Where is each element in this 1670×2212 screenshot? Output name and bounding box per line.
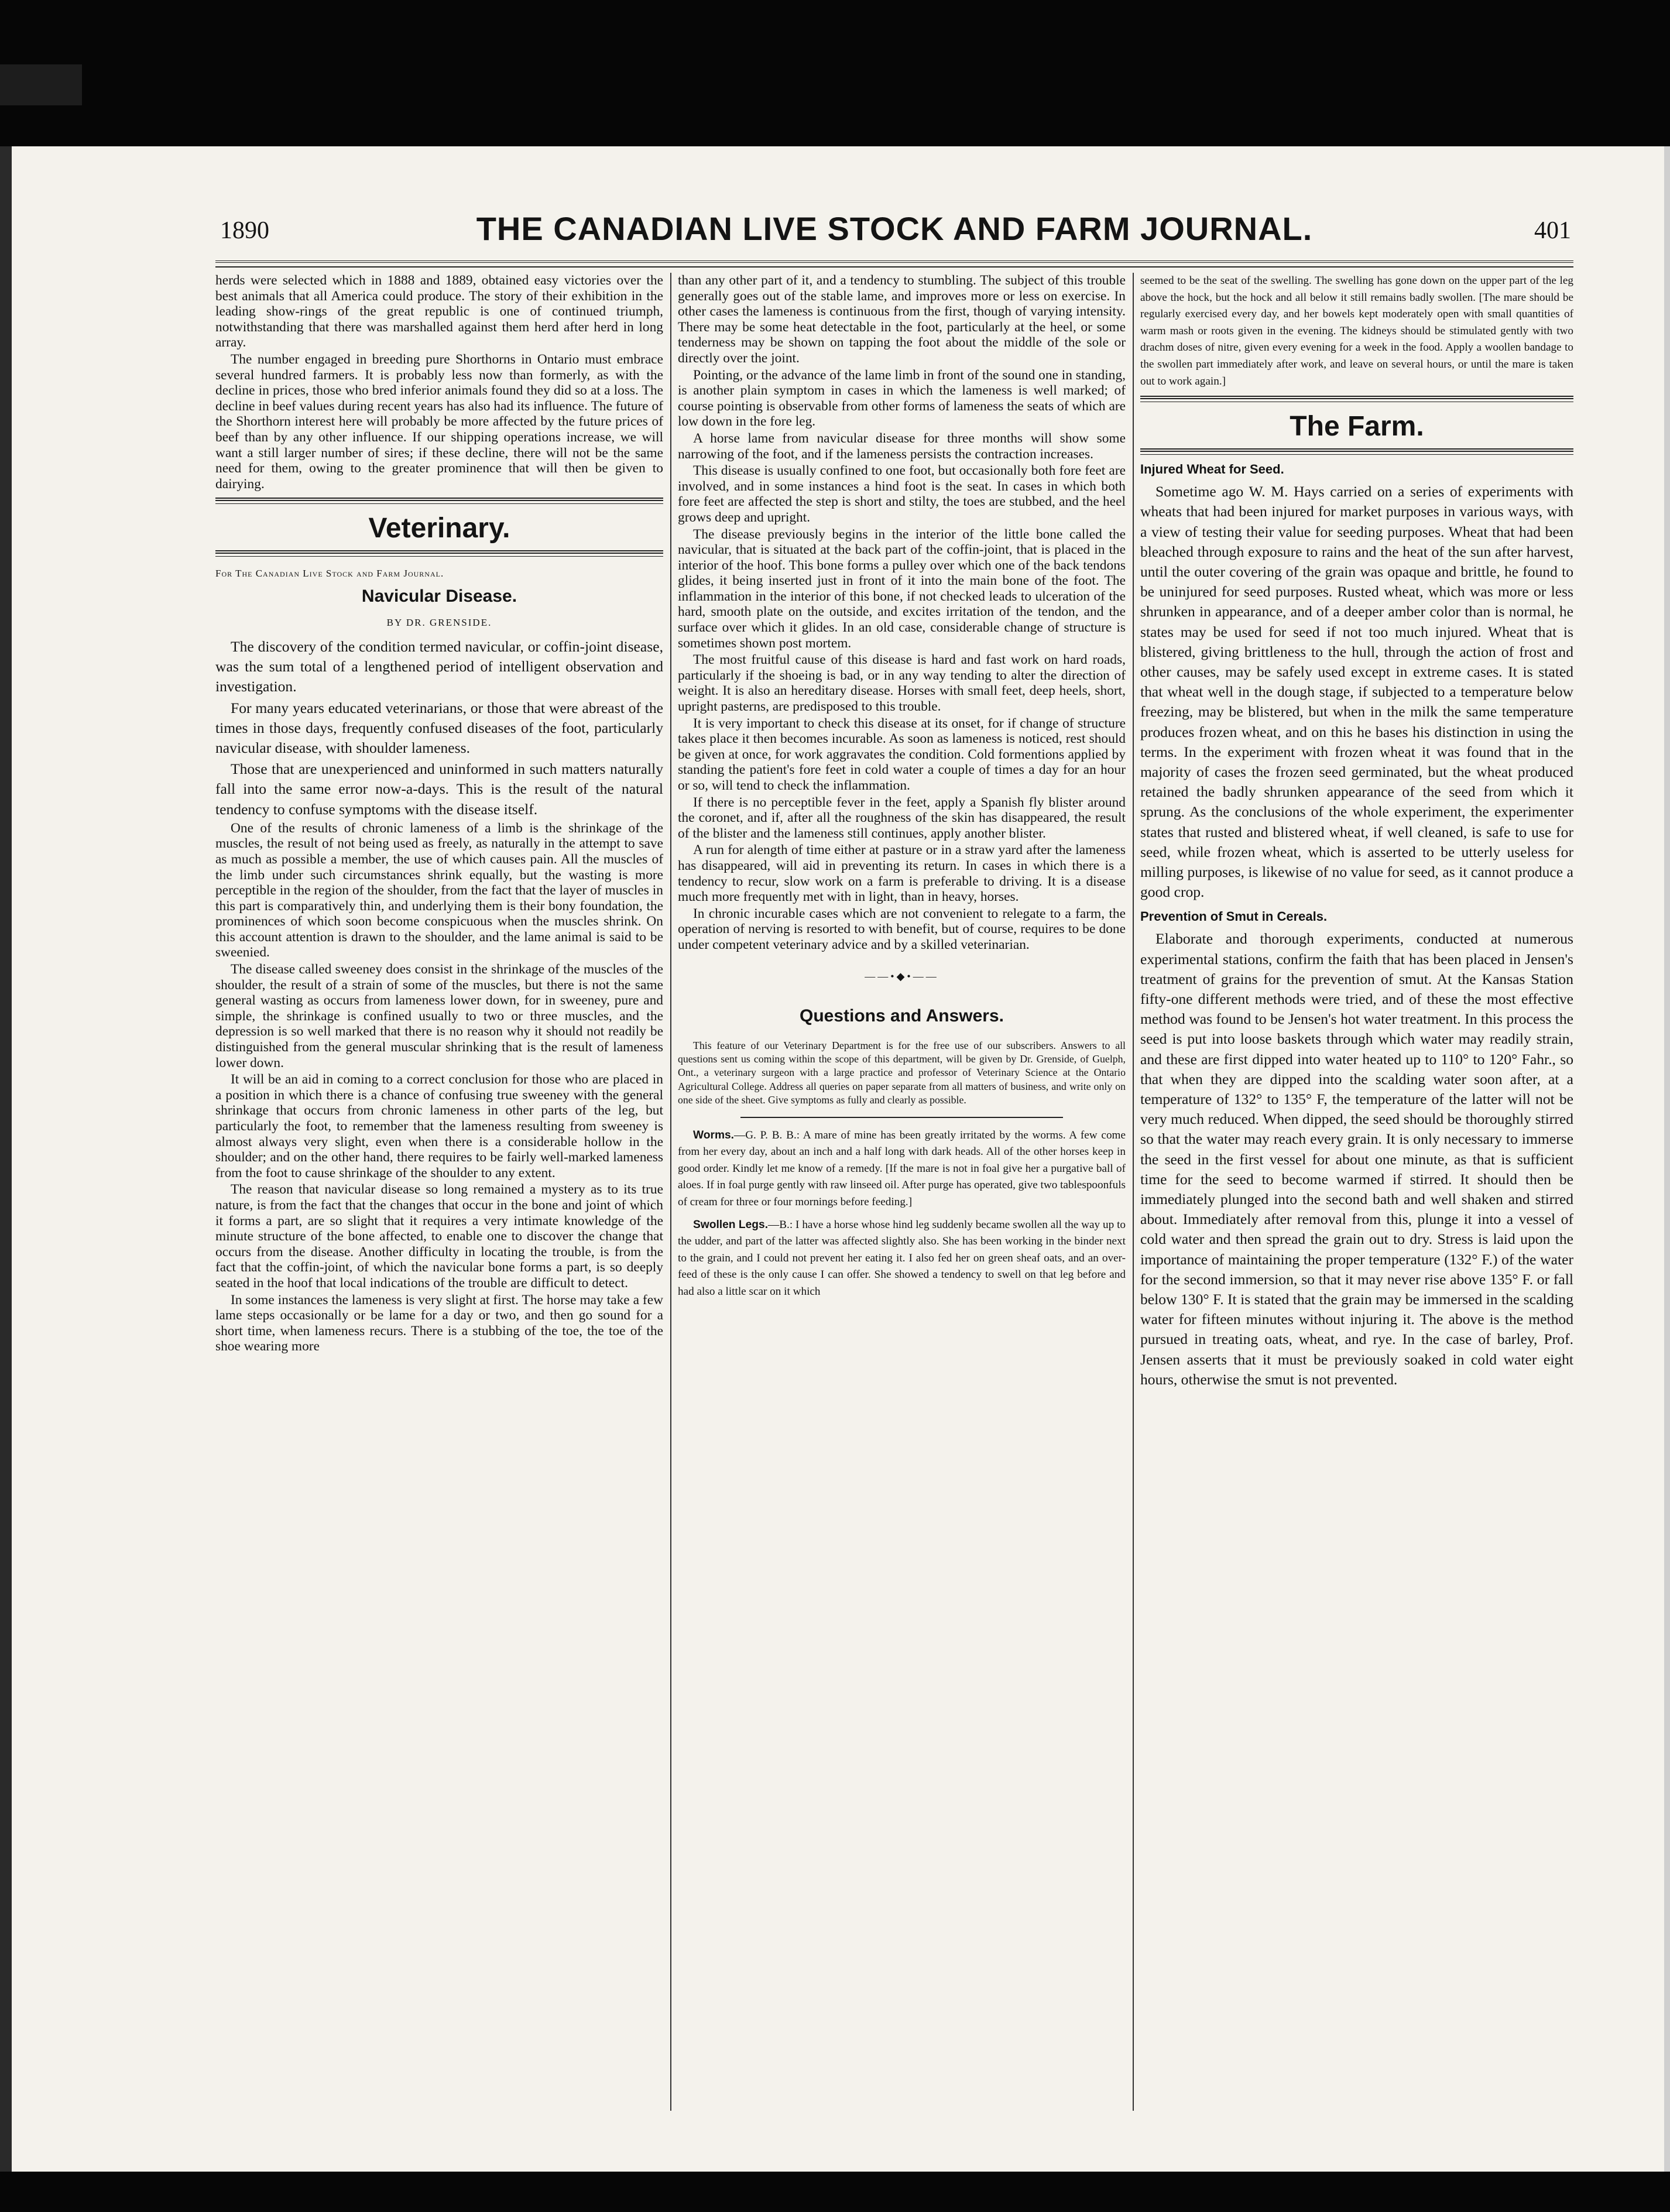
scan-border-left xyxy=(0,146,12,2172)
paragraph: than any other part of it, and a tendency to stumbling. The subject of this trouble generally goes out of the stable lame, and improves more or less on exercise. In other cases the lameness is continuous from the first, though of varying intensity. There may be some heat detectable in the foot, particularly at the heel, or some tenderness may be shown on tapping the foot about the middle of the sole or directly over the joint. xyxy=(678,273,1126,366)
qa-text: —G. P. B. B.: A mare of mine has been greatly irritated by the worms. A few come from her every day, about an inch and a half long with dark heads. All of the other horses keep in good order. Kindly let me know of a remedy. [If the mare is not in foal give her a purgative ball of aloes. If in foal purge gently with raw linseed oil. After purge has operated, give two tablespoonfuls of cream for three or four mornings before feeding.] xyxy=(678,1129,1126,1208)
paragraph: For many years educated veterinarians, or those that were abreast of the times in those days, frequently confused diseases of the foot, particularly navicular disease, with shoulder lameness. xyxy=(215,699,663,756)
paragraph: This disease is usually confined to one foot, but occasionally both fore feet are involved, and in some instances a hind foot is the seat. In cases in which both fore feet are affected the step is short and stilty, the toes are stubbed, and the heel grows deep and upright. xyxy=(678,463,1126,525)
section-title: The Farm. xyxy=(1290,411,1424,443)
paragraph: The disease called sweeney does consist in the shrinkage of the muscles of the shoulder, the result of a strain of some of the muscles, but there is not the same general wasting as occurs from lameness lower down, for in sweeney, pure and simple, the shrinkage is confined usually to two or three muscles, and the depression is so well marked that there is no reason why it should not readily be distinguished from the general muscular shrinking that is the result of lameness lower down. xyxy=(215,962,663,1071)
header-rule xyxy=(215,260,1573,268)
paragraph: In some instances the lameness is very slight at first. The horse may take a few lame steps occasionally or be lame for a day or two, and then go sound for a short time, when lameness recurs. There is a stubbing of the toe, the toe of the shoe wearing more xyxy=(215,1292,663,1354)
scan-corner-mark xyxy=(0,64,82,105)
paragraph: If there is no perceptible fever in the feet, apply a Spanish fly blister around the coronet, and if, after all the roughness of the skin has disappeared, the result of the blister and the lameness still continues, apply another blister. xyxy=(678,794,1126,841)
column-1 xyxy=(215,273,663,2111)
paragraph: Elaborate and thorough experiments, conducted at numerous experimental stations, confirm the faith that has been placed in Jensen's treatment of grains for the prevention of smut. At the Kansas Station fifty-one different methods were tried, and of these the most effective method was found to be Jensen's hot water treatment. In this process the seed is put into loose baskets through which water may readily strain, and these are first dipped into water heated up to 110° to 120° Fahr., so that when they are dipped into the scalding water soon after, at a temperature of 132° to 135° F, the temperature of the latter will not be very much reduced. When dipped, the seed should be thoroughly stirred so that the water may reach every grain. It is only necessary to immerse the seed in the first vessel for about one minute, as that is sufficient time for the seed to become warmed if stirred. It should then be immediately plunged into the second bath and well shaken and stirred about. Immediately after removal from this, plunge it into a vessel of cold water and then spread the grain out to dry. Stress is laid upon the importance of maintaining the proper temperature (132° F.) of the water for the second immersion, so that it may never rise above 135° F. or fall below 130° F. It is stated that the grain may be immersed in the scalding water for fifteen minutes without injuring it. The above is the method pursued in treating oats, wheat, and rye. In the case of barley, Prof. Jensen asserts that it must be previously soaked in cold water eight hours, otherwise the smut is not prevented. xyxy=(1140,930,1573,1388)
paragraph: A horse lame from navicular disease for three months will show some narrowing of the foot, and if the lameness persists the contraction increases. xyxy=(678,430,1126,462)
paragraph: In chronic incurable cases which are not convenient to relegate to a farm, the operation of nerving is resorted to with benefit, but of course, requires to be done under competent veterinary advice and by a skilled veterinarian. xyxy=(678,906,1126,952)
page-header xyxy=(215,199,1573,258)
article-body xyxy=(1140,482,1573,902)
scan-border-bottom xyxy=(0,2172,1670,2212)
article-continuation xyxy=(678,273,1126,953)
qa-list xyxy=(678,1127,1126,1301)
qa-title: Questions and Answers. xyxy=(800,1006,1004,1026)
qa-label: Worms. xyxy=(693,1129,735,1141)
qa-continuation xyxy=(1140,273,1573,390)
shorthorn-article xyxy=(215,273,663,492)
article-byline: BY DR. GRENSIDE. xyxy=(386,616,492,628)
paragraph: herds were selected which in 1888 and 1889, obtained easy victories over the best animals that all America could produce. The story of their exhibition in the leading show-rings of the great republic is one of continued triumph, notwithstanding that there was marshalled against them herd after herd in long array. xyxy=(215,273,663,351)
article-heading: Injured Wheat for Seed. xyxy=(1140,462,1284,477)
qa-label: Swollen Legs. xyxy=(693,1218,769,1231)
ornament-divider: ——•◆•—— xyxy=(865,970,939,982)
paragraph: It will be an aid in coming to a correct conclusion for those who are placed in a position in which there is a chance of confusing true sweeney with the general shrinkage that occurs from chronic lameness in other parts of the leg, but particularly the foot, to remember that the lameness resulting from sweeney is almost always very slight, even when there is a considerable hollow in the shoulder; and on the other hand, there requires to be fairly well-marked lameness from the foot to cause shrinkage of the shoulder to any extent. xyxy=(215,1072,663,1181)
section-rule xyxy=(1140,448,1573,455)
paragraph: The disease previously begins in the interior of the little bone called the navicular, that is situated at the back part of the coffin-joint, that is placed in the interior of the hoof. This bone forms a pulley over which one of the back tendons glides, it being inserted just in front of it into the main bone of the foot. The inflammation in the interior of this bone, if not checked leads to ulceration of the hard, smooth plate on the outside, and excites irritation of the tendon, and the surface over which it glides. In an old case, considerable change of structure is sometimes shown post mortem. xyxy=(678,526,1126,651)
article-heading: Prevention of Smut in Cereals. xyxy=(1140,909,1328,924)
section-rule xyxy=(1140,396,1573,402)
paragraph: Pointing, or the advance of the lame limb in front of the sound one in standing, is another plain symptom in cases in which the lameness is well marked; of course pointing is observable from other forms of lameness the seats of which are low down in the fore leg. xyxy=(678,367,1126,430)
paragraph: Those that are unexperienced and uninformed in such matters naturally fall into the same error now-a-days. This is the result of the natural tendency to confuse symptoms with the disease itself. xyxy=(215,760,663,818)
article-kicker: For The Canadian Live Stock and Farm Journal. xyxy=(215,568,444,579)
article-title: Navicular Disease. xyxy=(361,586,517,606)
section-title: Veterinary. xyxy=(368,513,510,544)
divider xyxy=(740,1117,1063,1118)
section-rule xyxy=(215,498,663,504)
header-year: 1890 xyxy=(220,217,269,244)
qa-intro xyxy=(678,1039,1126,1107)
scan-border-right xyxy=(1664,146,1670,2172)
section-rule xyxy=(215,550,663,557)
paragraph: This feature of our Veterinary Department is for the free use of our subscribers. Answers to all questions sent us coming within the scope of this department, will be given by Dr. Grenside, of Guelph, Ont., a veterinary surgeon with a large practice and professor of Veterinary Science at the Ontario Agricultural College. Address all queries on paper separate from all matters of business, and write only on one side of the sheet. Give symptoms as fully and clearly as possible. xyxy=(678,1039,1126,1106)
article-intro xyxy=(215,637,663,819)
column-3 xyxy=(1140,273,1573,2111)
article-body xyxy=(215,821,663,1354)
column-2 xyxy=(678,273,1126,2111)
qa-item xyxy=(678,1217,1126,1301)
section-header-farm xyxy=(1140,396,1573,455)
column-divider xyxy=(1133,273,1134,2111)
article-body xyxy=(1140,929,1573,1390)
paragraph: The most fruitful cause of this disease is hard and fast work on hard roads, particularly if the shoeing is bad, or in any way tending to alter the direction of weight. It is also an hereditary disease. Horses with small feet, deep heels, short, upright pasterns, are predisposed to this trouble. xyxy=(678,652,1126,715)
paragraph: A run for alength of time either at pasture or in a straw yard after the lameness has disappeared, will aid in preventing its return. In cases in which there is a tendency to recur, slow work on a farm is preferable to driving. It is a disease much more frequently met with in light, than in heavy, horses. xyxy=(678,842,1126,905)
qa-text: —B.: I have a horse whose hind leg suddenly became swollen all the way up to the udder, and part of the latter was affected slightly also. She has been working in the binder next to the grain, and I could not prevent her eating it. I also fed her on green sheaf oats, and an over-feed of these is the only cause I can offer. She showed a tendency to swell on that leg before and had also a little scar on it which xyxy=(678,1218,1126,1298)
newspaper-page xyxy=(215,199,1573,2113)
paragraph: The discovery of the condition termed navicular, or coffin-joint disease, was the sum total of a lengthened period of intelligent observation and investigation. xyxy=(215,637,663,695)
paragraph: One of the results of chronic lameness of a limb is the shrinkage of the muscles, the result of not being used as freely, as naturally in the attempt to save as much as possible a member, the use of which causes pain. All the muscles of the limb under such circumstances shrink equally, but the wasting is more perceptible in the region of the shoulder, from the fact that the layer of muscles in this part is comparatively thin, and underlying them is their bony foundation, the prominences of which soon become conspicuous when the muscles shrink. On this account attention is drawn to the shoulder, and the lame animal is said to be sweenied. xyxy=(215,820,663,961)
page-number: 401 xyxy=(1534,217,1571,244)
journal-title: THE CANADIAN LIVE STOCK AND FARM JOURNAL. xyxy=(476,210,1313,247)
scan-border-top xyxy=(0,0,1670,146)
paragraph: seemed to be the seat of the swelling. The swelling has gone down on the upper part of the leg above the hock, but the hock and all below it still remains badly swollen. [The mare should be regularly exercised every day, and her bowels kept moderately open with small quantities of warm mash or roots given in the evening. The kidneys should be stimulated gently with two drachm doses of nitre, given every evening for a week in the food. Apply a woollen bandage to the swollen part immediately after work, and leave on several hours, or until the mare is taken out to work again.] xyxy=(1140,275,1573,387)
paragraph: Sometime ago W. M. Hays carried on a series of experiments with wheats that had been injured for market purposes in various ways, with a view of testing their value for seeding purposes. Wheat that had been bleached through exposure to rains and the heat of the sun after harvest, until the outer covering of the grain was opaque and brittle, he found to be uninjured for seed purposes. Rusted wheat, which was more or less shrunken in appearance, and of a deeper amber color than is normal, he states may be used for seed if not too much injured. Wheat that is blistered, giving brittleness to the hull, through the action of frost and other causes, may be safely used except in extreme cases. It is stated that wheat well in the dough stage, if subjected to a temperature below freezing, may be blistered, but when in the milk the same temperature produces frozen wheat, and on this he bases his distinction in using the terms. In the experiment with frozen wheat it was found that in the majority of cases the frozen seed germinated, but the wheat produced retained the badly shrunken appearance of the seed from which it sprung. As the conclusions of the whole experiment, the experimenter states that rusted and blistered wheat, if well cleaned, is safe to use for seed, while frozen wheat, which is asserted to be utterly useless for milling purposes, is likewise of no value for seed, as it cannot produce a good crop. xyxy=(1140,483,1573,901)
paragraph: The number engaged in breeding pure Shorthorns in Ontario must embrace several hundred farmers. It is probably less now than formerly, as with the decline in prices, those who bred inferior animals found they did so at a loss. The decline in beef values during recent years has also had its influence. The future of the Shorthorn interest here will probably be more affected by the future prices of beef than by any other influence. If our shipping operations increase, we will want a still larger number of sires; if these decline, there will not be the same need for them, owing to the greater prominence that will then be given to dairying. xyxy=(215,351,663,492)
section-header-veterinary xyxy=(215,498,663,557)
qa-item xyxy=(678,1127,1126,1211)
paragraph: It is very important to check this disease at its onset, for if change of structure takes place it then becomes incurable. As soon as lameness is noticed, rest should be given at once, for work aggravates the condition. Cold formentions applied by standing the patient's fore feet in cold water a couple of times a day for an hour or so, will tend to check the inflammation. xyxy=(678,715,1126,793)
column-divider xyxy=(670,273,671,2111)
paragraph: The reason that navicular disease so long remained a mystery as to its true nature, is from the fact that the changes that occur in the bone and joint of which it forms a part, are so slight that it requires a very intimate knowledge of the minute structure of the bone affected, to enable one to discover the change that occurs from the disease. Another difficulty in locating the trouble, is from the fact that the coffin-joint, of which the navicular bone forms a part, is so deeply seated in the hoof that local indications of the trouble are difficult to detect. xyxy=(215,1182,663,1291)
